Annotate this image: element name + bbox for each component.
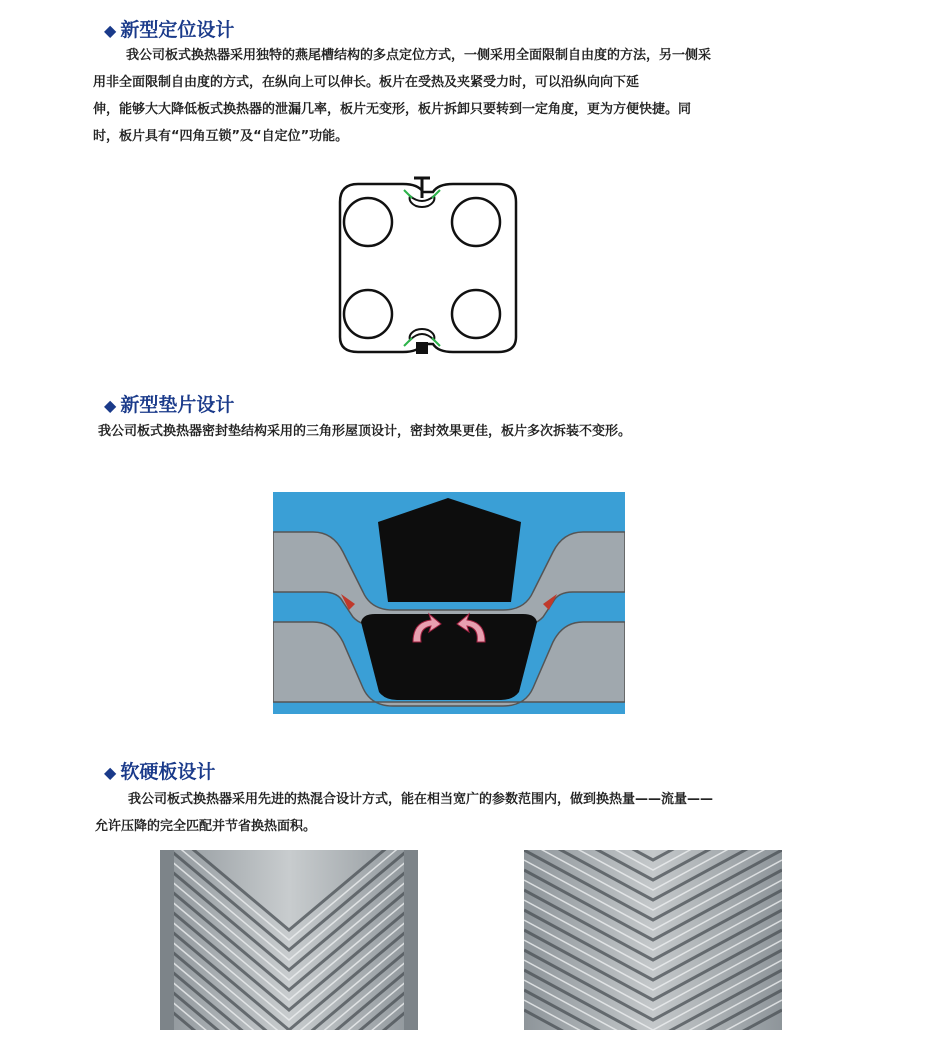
soft-plate-photo (524, 850, 782, 1030)
paragraph-line: 我公司板式换热器密封垫结构采用的三角形屋顶设计，密封效果更佳，板片多次拆装不变形。 (98, 424, 632, 439)
diamond-bullet-icon: ◆ (104, 21, 117, 40)
section-heading-gasket (104, 390, 234, 417)
paragraph-line: 用非全面限制自由度的方式，在纵向上可以伸长。板片在受热及夹紧受力时，可以沿纵向向下延 (93, 75, 640, 90)
paragraph-line: 时，板片具有“四角互锁”及“自定位”功能。 (93, 129, 349, 144)
plate-positioning-diagram (328, 172, 528, 364)
paragraph-line: 我公司板式换热器采用独特的燕尾槽结构的多点定位方式，一侧采用全面限制自由度的方法，另一侧采 (126, 48, 712, 63)
heading-text: 新型垫片设计 (120, 394, 235, 416)
paragraph-line: 允许压降的完全匹配并节省换热面积。 (95, 819, 317, 834)
heading-text: 软硬板设计 (120, 761, 216, 783)
diamond-bullet-icon: ◆ (104, 763, 117, 782)
section-heading-positioning (104, 15, 234, 42)
heading-text: 新型定位设计 (120, 19, 235, 41)
diamond-bullet-icon: ◆ (104, 396, 117, 415)
paragraph-positioning (93, 42, 853, 150)
paragraph-line: 伸，能够大大降低板式换热器的泄漏几率，板片无变形，板片拆卸只要转到一定角度，更为方便快捷。同 (93, 102, 692, 117)
paragraph-gasket (98, 418, 858, 445)
gasket-cross-section-diagram (273, 492, 625, 714)
paragraph-soft-hard (95, 786, 855, 840)
hard-plate-photo (160, 850, 418, 1030)
paragraph-line: 我公司板式换热器采用先进的热混合设计方式，能在相当宽广的参数范围内，做到换热量——流量—— (128, 792, 714, 807)
section-heading-soft-hard (104, 757, 215, 784)
